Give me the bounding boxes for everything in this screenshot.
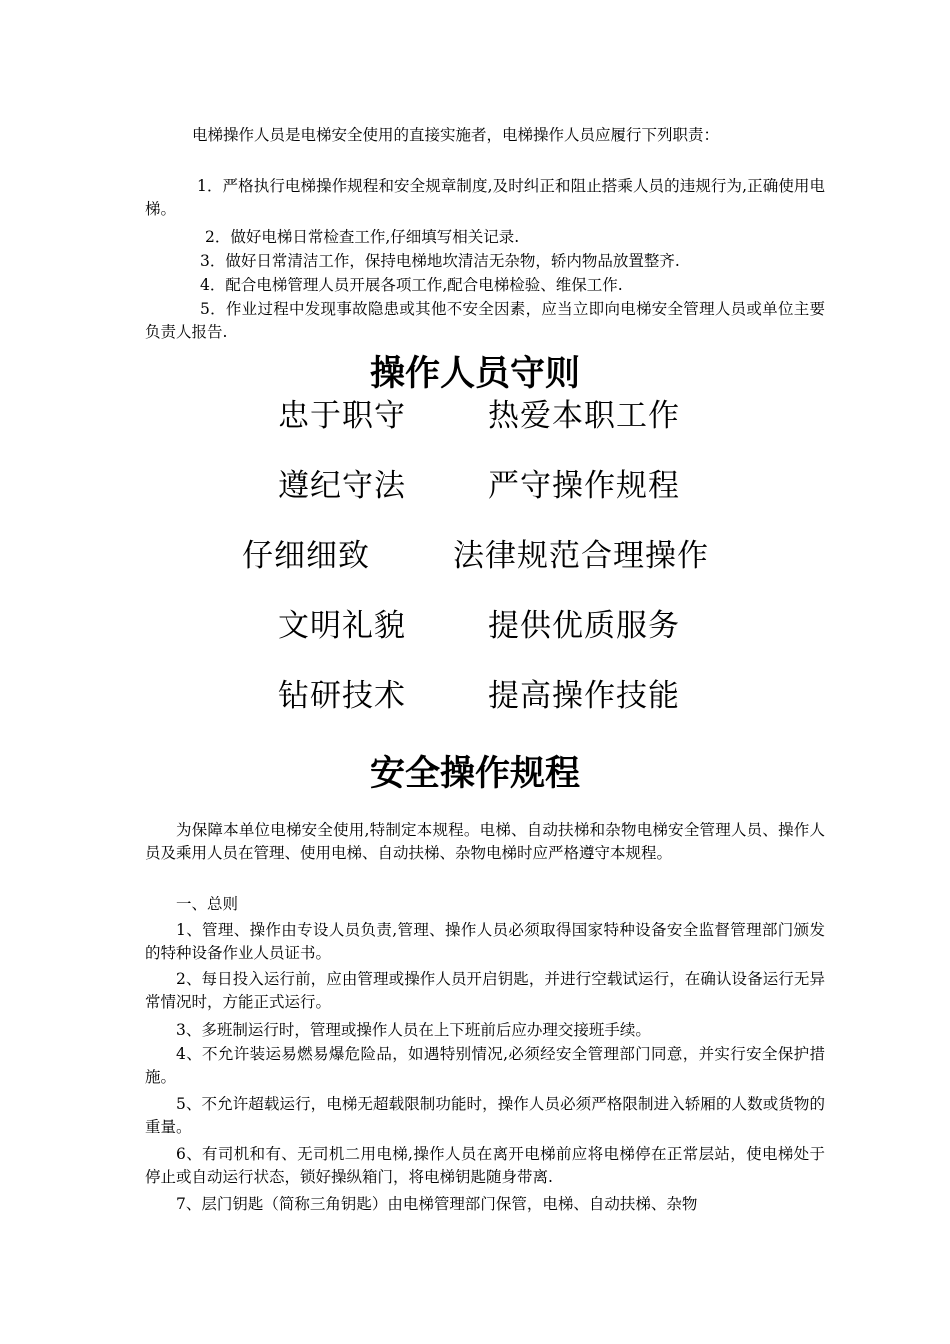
regulation-item-6: 6、有司机和有、无司机二用电梯,操作人员在离开电梯前应将电梯停在正常层站，使电梯处于停止或自动运行状态，锁好操纵箱门，将电梯钥匙随身带离. — [145, 1145, 825, 1186]
regulation-item-5: 5、不允许超载运行，电梯无超载限制功能时，操作人员必须严格限制进入轿厢的人数或货物的重量。 — [145, 1095, 825, 1136]
rules-title: 操作人员守则 — [369, 354, 580, 394]
regulations-title: 安全操作规程 — [369, 754, 580, 794]
regulation-item-4: 4、不允许装运易燃易爆危险品，如遇特别情况,必须经安全管理部门同意，并实行安全保护措施。 — [145, 1045, 825, 1086]
section-heading: 一、总则 — [176, 895, 239, 913]
rule-line-5-right: 提高操作技能 — [488, 678, 680, 714]
duty-item-5: 5．作业过程中发现事故隐患或其他不安全因素，应当立即向电梯安全管理人员或单位主要负责人报告. — [145, 300, 825, 341]
duty-item-1: 1．严格执行电梯操作规程和安全规章制度,及时纠正和阻止搭乘人员的违规行为,正确使用电梯。 — [145, 177, 825, 218]
rule-line-2-left: 遵纪守法 — [278, 468, 406, 504]
rule-line-4-left: 文明礼貌 — [278, 608, 406, 644]
regulation-item-3: 3、多班制运行时，管理或操作人员在上下班前后应办理交接班手续。 — [176, 1021, 651, 1039]
regulation-item-1: 1、管理、操作由专设人员负责,管理、操作人员必须取得国家特种设备安全监督管理部门颁发的特种设备作业人员证书。 — [145, 921, 825, 962]
duty-item-4: 4．配合电梯管理人员开展各项工作,配合电梯检验、维保工作. — [200, 276, 623, 294]
rule-line-2-right: 严守操作规程 — [488, 468, 680, 504]
rule-line-1-left: 忠于职守 — [278, 398, 406, 434]
rule-line-4-right: 提供优质服务 — [488, 608, 680, 644]
rule-line-1-right: 热爱本职工作 — [488, 398, 680, 434]
duty-item-2: 2．做好电梯日常检查工作,仔细填写相关记录. — [205, 228, 520, 246]
duty-item-3: 3．做好日常清洁工作，保持电梯地坎清洁无杂物，轿内物品放置整齐. — [200, 252, 680, 270]
duties-intro: 电梯操作人员是电梯安全使用的直接实施者，电梯操作人员应履行下列职责： — [192, 126, 720, 144]
rule-line-5-left: 钻研技术 — [278, 678, 406, 714]
rule-line-3-left: 仔细细致 — [242, 538, 370, 574]
regulation-item-2: 2、每日投入运行前，应由管理或操作人员开启钥匙，并进行空载试运行，在确认设备运行无异常情况时，方能正式运行。 — [145, 970, 825, 1011]
regulations-intro: 为保障本单位电梯安全使用,特制定本规程。电梯、自动扶梯和杂物电梯安全管理人员、操作人员及乘用人员在管理、使用电梯、自动扶梯、杂物电梯时应严格遵守本规程。 — [145, 821, 825, 862]
rule-line-3-right: 法律规范合理操作 — [453, 538, 709, 574]
regulation-item-7: 7、层门钥匙（简称三角钥匙）由电梯管理部门保管，电梯、自动扶梯、杂物 — [176, 1195, 698, 1213]
